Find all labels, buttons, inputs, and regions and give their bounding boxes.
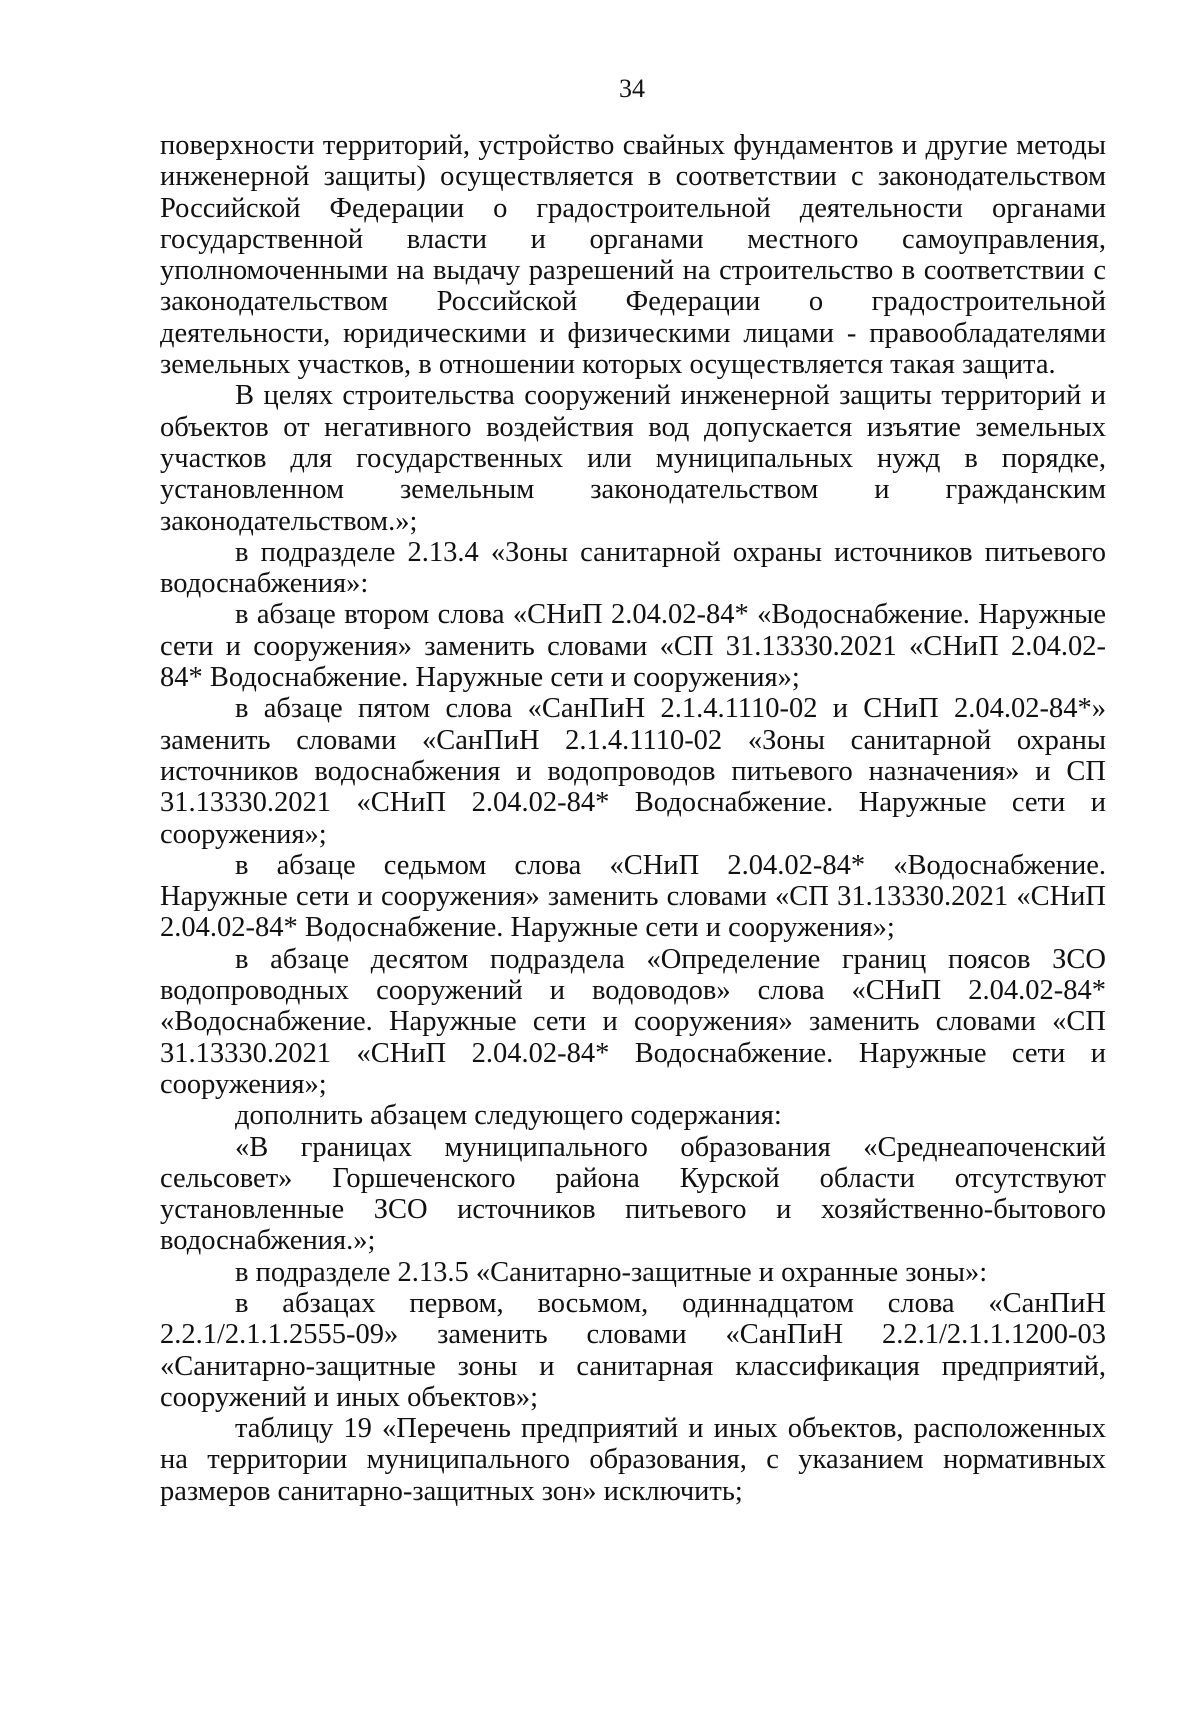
page-number: 34 (619, 74, 645, 103)
paragraph-10: в подразделе 2.13.5 «Санитарно-защитные и охранные зоны»: (235, 1256, 988, 1288)
paragraph-5: в абзаце пятом слова «СанПиН 2.1.4.1110-02 и СНиП 2.04.02-84*» заменить словами «СанПиН 2.1.4.1110-02 «Зоны санитарной охраны источников водоснабжения и водопроводов питьевого назначения» и СП 31.13330.2021 «СНиП 2.04.02-84* Водоснабжение. Наружные сети и сооружения»; (160, 693, 1106, 850)
paragraph-2: В целях строительства сооружений инженерной защиты территорий и объектов от негативного воздействия вод допускается изъятие земельных участков для государственных или муниципальных нужд в порядке, установленном земельным законодательством и гражданским законодательством.»; (160, 380, 1106, 537)
paragraph-4: в абзаце втором слова «СНиП 2.04.02-84* «Водоснабжение. Наружные сети и сооружения» заменить словами «СП 31.13330.2021 «СНиП 2.04.02-84* Водоснабжение. Наружные сети и сооружения»; (160, 599, 1106, 694)
paragraph-6: в абзаце седьмом слова «СНиП 2.04.02-84* «Водоснабжение. Наружные сети и сооружения» заменить словами «СП 31.13330.2021 «СНиП 2.04.02-84* Водоснабжение. Наружные сети и сооружения»; (160, 849, 1106, 944)
paragraph-3: в подразделе 2.13.4 «Зоны санитарной охраны источников питьевого водоснабжения»: (160, 536, 1106, 600)
paragraph-12: таблицу 19 «Перечень предприятий и иных объектов, расположенных на территории муниципального образования, с указанием нормативных размеров санитарно-защитных зон» исключить; (160, 1413, 1106, 1507)
paragraph-9: «В границах муниципального образования «Среднеапоченский сельсовет» Горшеченского района Курской области отсутствуют установленные ЗСО источников питьевого и хозяйственно-бытового водоснабжения.»; (160, 1131, 1106, 1257)
paragraph-1: поверхности территорий, устройство свайных фундаментов и другие методы инженерной защиты) осуществляется в соответствии с законодательством Российской Федерации о градостроительной деятельности органами государственной власти и органами местного самоуправления, уполномоченными на выдачу разрешений на строительство в соответствии с законодательством Российской Федерации о градостроительной деятельности, юридическими и физическими лицами - правообладателями земельных участков, в отношении которых осуществляется такая защита. (160, 130, 1106, 381)
paragraph-7: в абзаце десятом подраздела «Определение границ поясов ЗСО водопроводных сооружений и водоводов» слова «СНиП 2.04.02-84* «Водоснабжение. Наружные сети и сооружения» заменить словами «СП 31.13330.2021 «СНиП 2.04.02-84* Водоснабжение. Наружные сети и сооружения»; (160, 943, 1106, 1100)
paragraph-8: дополнить абзацем следующего содержания: (235, 1100, 782, 1132)
paragraph-11: в абзацах первом, восьмом, одиннадцатом слова «СанПиН 2.2.1/2.1.1.2555-09» заменить словами «СанПиН 2.2.1/2.1.1.1200-03 «Санитарно-защитные зоны и санитарная классификация предприятий, сооружений и иных объектов»; (160, 1287, 1106, 1413)
document-body (160, 130, 1106, 1507)
